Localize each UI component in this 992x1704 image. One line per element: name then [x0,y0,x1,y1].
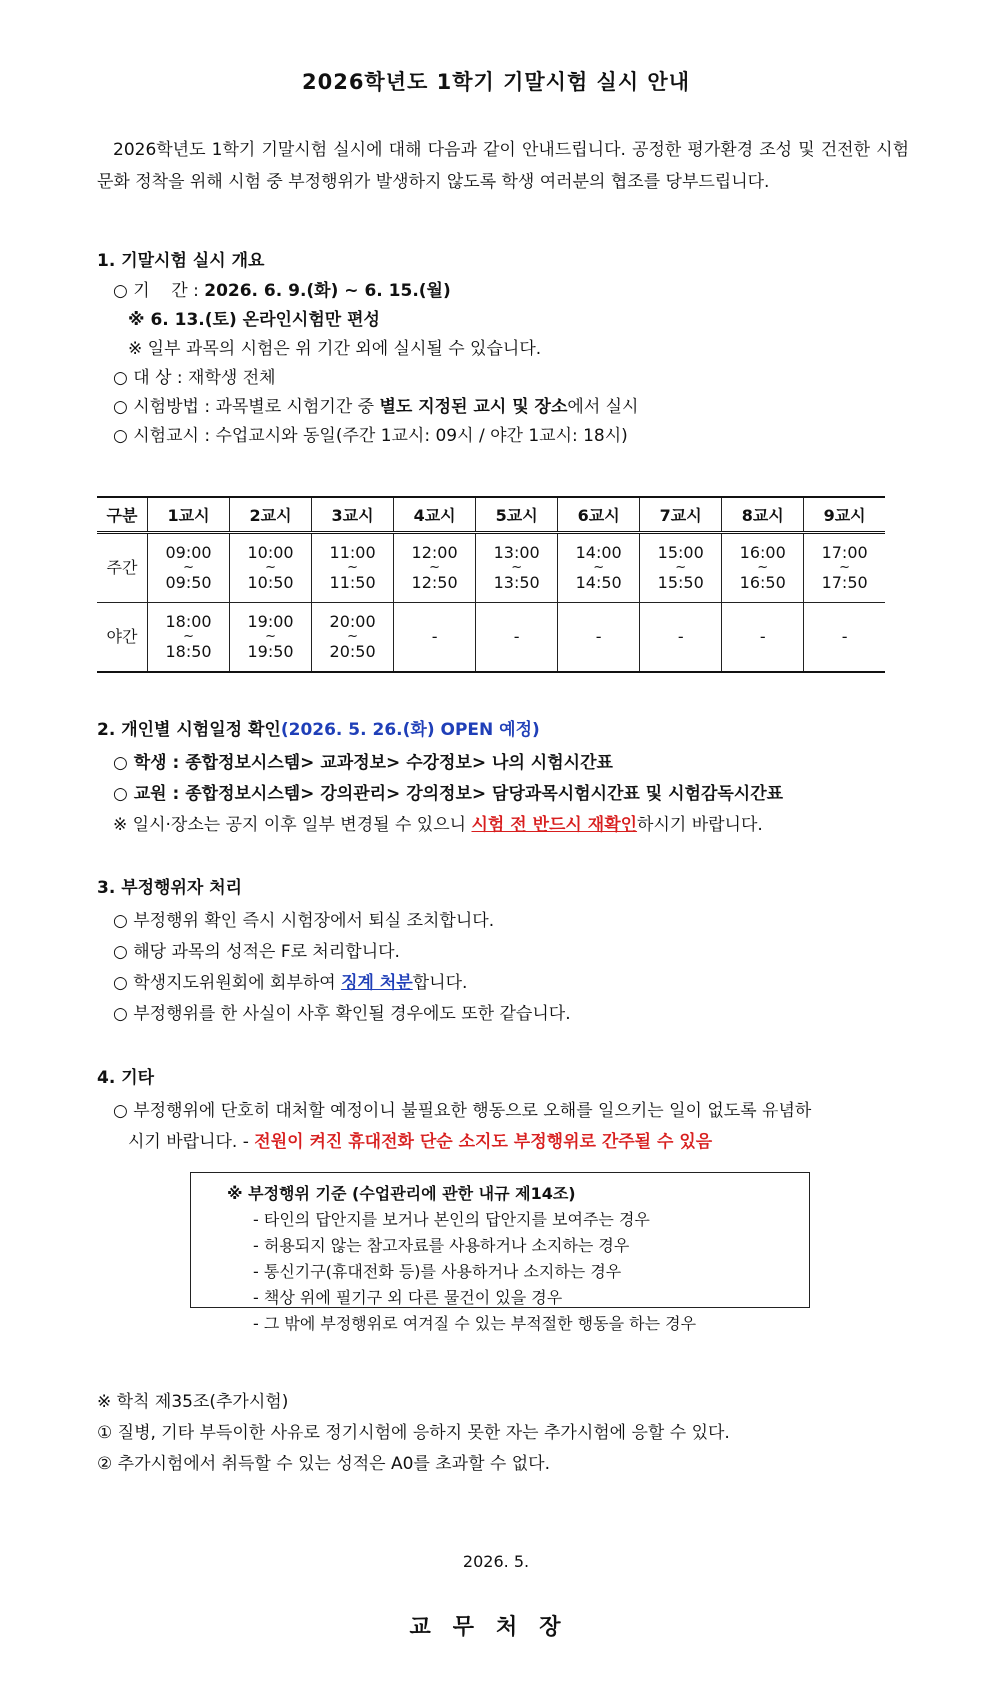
empty-cell: - [394,603,476,673]
time-tilde: ~ [347,560,359,575]
time-cell [722,533,804,603]
schedule-note-red: 시험 전 반드시 재확인 [471,815,638,835]
document-title: 2026학년도 1학기 기말시험 실시 안내 [301,70,691,94]
time-cell [148,603,230,673]
penalty-item-1: ○ 부정행위 확인 즉시 시험장에서 퇴실 조치합니다. [113,911,495,931]
time-end: 12:50 [411,573,458,592]
night-row [97,603,885,673]
intro-paragraph: 2026학년도 1학기 기말시험 실시에 대해 다음과 같이 안내드립니다. 공정한 평가환경 조성 및 건전한 시험문화 정착을 위해 시험 중 부정행위가 발생하지 않도록 학생 여러분의 협조를 당부드립니다. [97,140,909,192]
time-cell [804,533,885,603]
criteria-item: - 타인의 답안지를 보거나 본인의 답안지를 보여주는 경우 [253,1210,650,1229]
phone-warning: 전원이 켜진 휴대전화 단순 소지도 부정행위로 간주될 수 있음 [254,1132,713,1152]
section4-heading: 4. 기타 [97,1068,155,1088]
time-end: 19:50 [247,642,294,661]
empty-cell: - [804,603,885,673]
signature: 교무처장 [409,1615,583,1640]
time-start: 09:00 [165,543,212,562]
exam-method-pre: ○ 시험방법 : 과목별로 시험기간 중 [113,397,380,417]
header-cell: 2교시 [230,497,312,533]
header-cell: 3교시 [312,497,394,533]
time-end: 17:50 [821,573,868,592]
criteria-item: - 통신기구(휴대전화 등)를 사용하거나 소지하는 경우 [253,1262,622,1281]
time-start: 15:00 [657,543,704,562]
schedule-note-pre: ※ 일시·장소는 공지 이후 일부 변경될 수 있으니 [113,815,472,835]
time-cell [230,533,312,603]
exam-periods-line: ○ 시험교시 : 수업교시와 동일(주간 1교시: 09시 / 야간 1교시: 18시) [113,426,628,446]
rule-item-2: ② 추가시험에서 취득할 수 있는 성적은 A0를 초과할 수 없다. [97,1454,551,1474]
etc-line-1: ○ 부정행위에 단호히 대처할 예정이니 불필요한 행동으로 오해를 일으키는 일이 없도록 유념하 [113,1101,812,1121]
faculty-schedule-path: ○ 교원 : 종합정보시스템> 강의관리> 강의정보> 담당과목시험시간표 및 시험감독시간표 [113,784,784,804]
exam-target-line: ○ 대 상 : 재학생 전체 [113,368,276,388]
time-cell [312,533,394,603]
time-cell [558,533,640,603]
time-tilde: ~ [757,560,769,575]
time-end: 11:50 [329,573,376,592]
criteria-item: - 허용되지 않는 참고자료를 사용하거나 소지하는 경우 [253,1236,630,1255]
online-exam-note: ※ 6. 13.(토) 온라인시험만 편성 [128,310,380,330]
time-start: 19:00 [247,612,294,631]
header-cell: 4교시 [394,497,476,533]
time-end: 13:50 [493,573,540,592]
header-cell: 8교시 [722,497,804,533]
time-tilde: ~ [265,560,276,575]
exam-method-line [113,392,638,417]
time-tilde: ~ [511,560,523,575]
exam-method-bold: 별도 지정된 교시 및 장소 [379,397,568,417]
header-cell: 9교시 [804,497,885,533]
penalty-item-3-blue: 징계 처분 [341,973,413,993]
time-start: 16:00 [739,543,786,562]
time-end: 10:50 [247,573,294,592]
period-table-header-row [97,497,885,533]
time-tilde: ~ [429,560,441,575]
time-tilde: ~ [265,629,276,644]
row-label-day: 주간 [97,533,148,603]
time-tilde: ~ [183,560,194,575]
issue-date: 2026. 5. [462,1552,530,1571]
time-end: 15:50 [657,573,704,592]
time-start: 11:00 [329,543,376,562]
header-cell: 구분 [97,497,148,533]
time-start: 10:00 [247,543,294,562]
time-cell [640,533,722,603]
exam-period-value: 2026. 6. 9.(화) ~ 6. 15.(월) [204,281,451,301]
row-label-night: 야간 [97,603,148,673]
time-start: 13:00 [493,543,540,562]
time-start: 18:00 [165,612,212,631]
time-cell [148,533,230,603]
time-tilde: ~ [839,560,851,575]
rule-heading: ※ 학칙 제35조(추가시험) [97,1392,289,1412]
criteria-heading: ※ 부정행위 기준 (수업관리에 관한 내규 제14조) [227,1184,576,1203]
open-date-note: (2026. 5. 26.(화) OPEN 예정) [280,720,540,740]
empty-cell: - [640,603,722,673]
etc-line-2-pre: 시기 바랍니다. - [128,1132,255,1152]
time-end: 16:50 [739,573,786,592]
section1-heading: 1. 기말시험 실시 개요 [97,251,265,271]
time-tilde: ~ [593,560,605,575]
time-start: 17:00 [821,543,868,562]
penalty-item-2: ○ 해당 과목의 성적은 F로 처리합니다. [113,942,400,962]
empty-cell: - [722,603,804,673]
header-cell: 5교시 [476,497,558,533]
penalty-item-3 [113,968,467,993]
empty-cell: - [476,603,558,673]
time-end: 18:50 [165,642,212,661]
criteria-item: - 책상 위에 필기구 외 다른 물건이 있을 경우 [253,1288,563,1307]
exam-method-post: 에서 실시 [567,397,639,417]
period-table [97,496,885,673]
time-tilde: ~ [347,629,359,644]
time-end: 09:50 [165,573,212,592]
penalty-item-4: ○ 부정행위를 한 사실이 사후 확인될 경우에도 또한 같습니다. [113,1004,571,1024]
time-cell [230,603,312,673]
student-schedule-path: ○ 학생 : 종합정보시스템> 교과정보> 수강정보> 나의 시험시간표 [113,753,613,773]
time-end: 14:50 [575,573,622,592]
rule-item-1: ① 질병, 기타 부득이한 사유로 정기시험에 응하지 못한 자는 추가시험에 응할 수 있다. [97,1423,730,1443]
schedule-change-note [113,810,763,835]
time-start: 14:00 [575,543,622,562]
header-cell: 6교시 [558,497,640,533]
empty-cell: - [558,603,640,673]
time-start: 20:00 [329,612,376,631]
header-cell: 1교시 [148,497,230,533]
criteria-item: - 그 밖에 부정행위로 여겨질 수 있는 부적절한 행동을 하는 경우 [253,1314,697,1333]
time-cell [476,533,558,603]
section3-heading: 3. 부정행위자 처리 [97,878,243,898]
time-start: 12:00 [411,543,458,562]
section2-heading-line [97,715,540,740]
schedule-note-post: 하시기 바랍니다. [637,815,763,835]
day-row [97,533,885,603]
misconduct-criteria-box [190,1172,810,1333]
penalty-item-3-pre: ○ 학생지도위원회에 회부하여 [113,973,342,993]
penalty-item-3-post: 합니다. [412,973,468,993]
time-tilde: ~ [675,560,687,575]
extra-period-note: ※ 일부 과목의 시험은 위 기간 외에 실시될 수 있습니다. [128,339,542,359]
exam-period-line [113,276,451,301]
section2-heading: 2. 개인별 시험일정 확인 [97,720,281,740]
etc-line-2 [128,1127,712,1152]
time-cell [394,533,476,603]
time-end: 20:50 [329,642,376,661]
exam-period-label: ○ 기 간 : [113,281,205,301]
time-tilde: ~ [183,629,194,644]
header-cell: 7교시 [640,497,722,533]
time-cell [312,603,394,673]
